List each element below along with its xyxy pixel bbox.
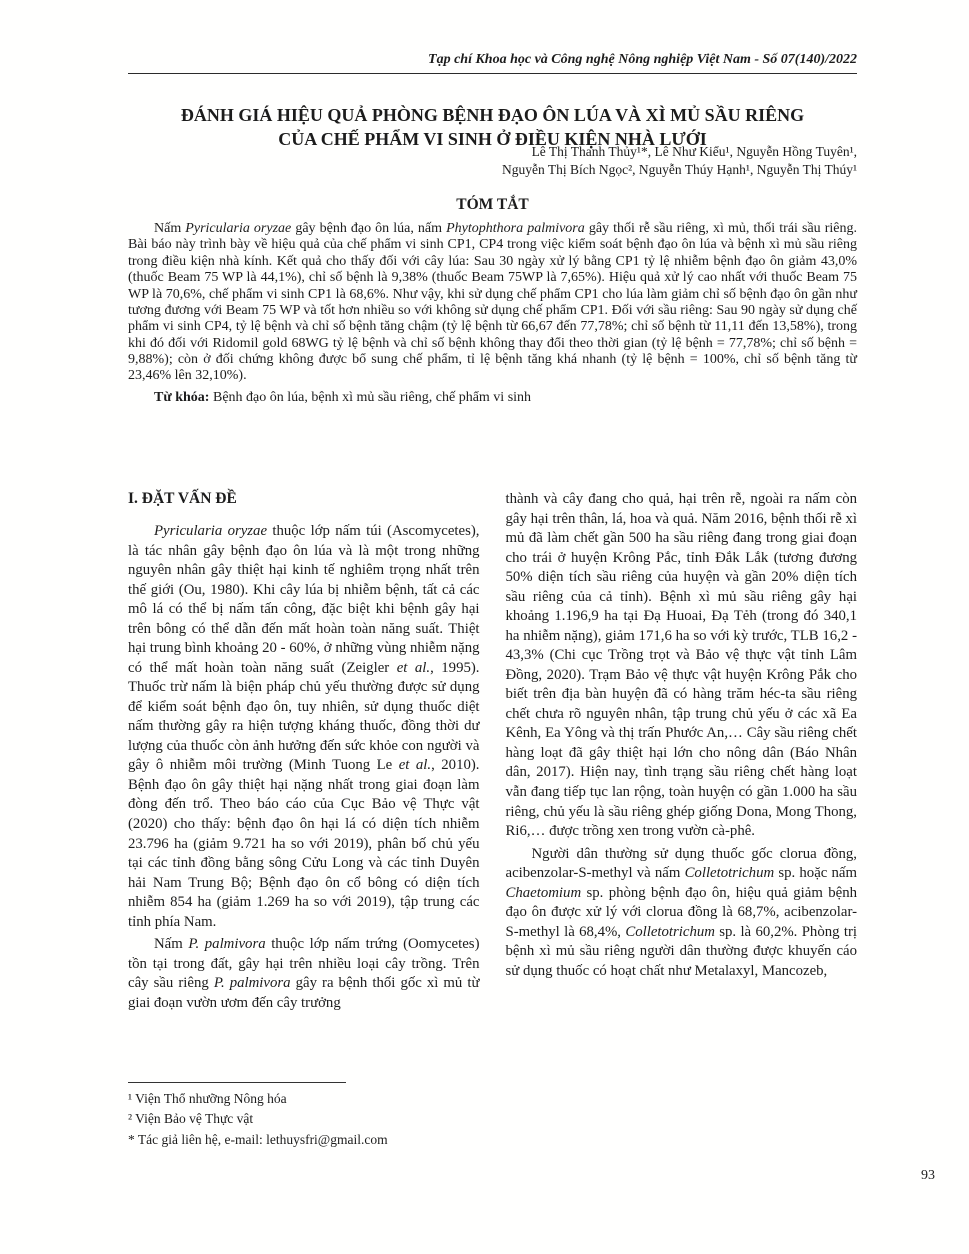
paragraph: Pyricularia oryzae thuộc lớp nấm túi (Ascomycetes), là tác nhân gây bệnh đạo ôn lúa và là một trong những nguyên nhân gây thiệt hại kinh tế nghiêm trọng nhất trên thế giới (Ou, 1980). Khi cây lúa bị nhiễm bệnh, tất cả các mô lá có thể bị nấm tấn công, đặc biệt khi bệnh gây hại trên bông có thể dẫn đến mất hoàn toàn năng suất. Thiệt hại trung bình khoảng 20 - 60%, ở những vùng nhiễm nặng có thể mất hoàn toàn năng suất (Zeigler et al., 1995). Thuốc trừ nấm là biện pháp chủ yếu thường được sử dụng để kiểm soát bệnh đạo ôn, tuy nhiên, sử dụng thuốc diệt nấm thường gây ra hiện tượng kháng thuốc, đồng thời dư lượng của thuốc còn ảnh hưởng đến sức khỏe con người và gây ô nhiễm môi trường (Minh Tuong Le et al., 2010). Bệnh đạo ôn gây thiệt hại nặng nhất trong giai đoạn làm đòng đến trổ. Theo báo cáo của Cục Bảo vệ Thực vật (2020) cho thấy: bệnh đạo ôn hại lá có diện tích nhiễm 23.796 ha (giảm 9.721 ha so với 2019), phân bố chủ yếu tại các tỉnh đồng bằng sông Cửu Long và các tỉnh Duyên hải Nam Trung Bộ; Bệnh đạo ôn cổ bông có diện tích nhiễm 854 ha (giảm 1.269 ha so với 2019), tập trung các tỉnh phía Nam. [128, 523, 480, 930]
keywords-label: Từ khóa: [154, 389, 210, 405]
abstract-paragraph: Nấm Pyricularia oryzae gây bệnh đạo ôn lúa, nấm Phytophthora palmivora gây thối rễ sầu riêng, xì mủ, thối trái sầu riêng. Bài báo này trình bày về hiệu quả của chế phẩm vi sinh CP1, CP4 trong việc kiểm soát bệnh đạo ôn lúa và bệnh xì mủ sầu riêng trong điều kiện nhà kính. Kết quả cho thấy đối với cây lúa: Sau 30 ngày xử lý bằng CP1 tỷ lệ nhiễm bệnh đạo ôn giảm 43,0% (thuốc Beam 75 WP là 44,1%), chỉ số bệnh là 9,38% (thuốc Beam 75WP là 7,65%). Hiệu quả xử lý cao nhất với thuốc Beam 75 WP là 70,6%, chế phẩm vi sinh CP1 là 68,6%. Như vậy, khi sử dụng chế phẩm CP1 cho lúa làm giảm chỉ số bệnh đạo ôn gần như tương đương với Beam 75 WP và tốt hơn nhiều so với không sử dụng chế phẩm CP1. Đối với sầu riêng: Sau 90 ngày sử dụng chế phẩm vi sinh CP4, tỷ lệ bệnh và chỉ số bệnh tăng chậm (tỷ lệ bệnh từ 66,67 đến 77,78%; chỉ số bệnh từ 11,11 đến 13,58%), trong khi đó đối với Ridomil gold 68WG tỷ lệ bệnh và chỉ số bệnh không thay đổi theo thời gian (tỷ lệ bệnh = 77,78%; chỉ số bệnh = 9,88%); còn ở đối chứng không được bổ sung chế phẩm, tỉ lệ bệnh tăng khá nhanh (tỷ lệ bệnh = 100%, chỉ số bệnh tăng từ 23,46% lên 32,10%). [128, 221, 857, 384]
footnote-affiliation-2: ² Viện Bảo vệ Thực vật [128, 1111, 254, 1127]
article-title-line1: ĐÁNH GIÁ HIỆU QUẢ PHÒNG BỆNH ĐẠO ÔN LÚA VÀ XÌ MỦ SẦU RIÊNG [180, 105, 805, 126]
section-1-heading: I. ĐẶT VẤN ĐỀ [128, 490, 237, 507]
footnote-corresponding-author: * Tác giả liên hệ, e-mail: lethuysfri@gmail.com [128, 1131, 388, 1147]
author-list [128, 143, 857, 179]
left-column [128, 490, 480, 1016]
abstract-block [128, 221, 857, 407]
two-column-body [128, 490, 857, 1016]
paragraph-continuation: thành và cây đang cho quả, hại trên rễ, ngoài ra nấm còn gây hại trên thân, lá, hoa và quả. Năm 2016, bệnh thối rễ xì mủ đã làm chết gần 500 ha sầu riêng đang trong giai đoạn cho trái ở huyện Krông Pắc, tỉnh Đắk Lắk (tương đương 50% diện tích sầu riêng của huyện và gần 20% diện tích sầu riêng của cả tỉnh). Bệnh xì mủ sầu riêng gây hại khoảng 1.196,9 ha tại Đạ Huoai, Đạ Tẻh (trong đó 340,1 ha nhiễm nặng), giảm 171,6 ha so với kỳ trước, TLB 16,2 - 43,3% (Chi cục Trồng trọt và Bảo vệ thực vật tỉnh Lâm Đồng, 2020). Trạm Bảo vệ thực vật huyện Krông Pắk cho biết trên địa bàn huyện đã có hàng trăm héc-ta sầu riêng chết chưa rõ nguyên nhân, tập trung chủ yếu ở các xã Ea Kênh, Ea Yông và thị trấn Phước An,… Cây sầu riêng chết hàng loạt đã gây thiệt hại lớn cho nông dân (Báo Nhân dân, 2017). Hiện nay, tình trạng sầu riêng chết hàng loạt vẫn đang tiếp tục lan rộng, toàn huyện có gần 1.000 ha sầu riêng, chủ yếu là sầu riêng ghép giống Dona, Mong Thong, Ri6,… được trồng xen trong vườn cà-phê. [505, 491, 857, 840]
paragraph: Người dân thường sử dụng thuốc gốc clorua đồng, acibenzolar-S-methyl và nấm Colletotrichum sp. hoặc nấm Chaetomium sp. phòng bệnh đạo ôn, hiệu quả giảm bệnh đạo ôn được xử lý với clorua đồng là 68,7%, acibenzolar-S-methyl là 68,4%, Colletotrichum sp. là 60,2%. Phòng trị bệnh xì mủ sầu riêng người dân thường được khuyến cáo sử dụng thuốc có hoạt chất như Metalaxyl, Mancozeb, [505, 845, 857, 979]
running-head [128, 52, 857, 74]
paragraph: Nấm P. palmivora thuộc lớp nấm trứng (Oomycetes) tồn tại trong đất, gây hại trên nhiều loại cây trồng. Trên cây sầu riêng P. palmivora gây ra bệnh thối gốc xì mủ từ giai đoạn vườn ươm đến cây trưởng [128, 936, 480, 1011]
keywords-line [128, 390, 857, 407]
footnote-area [128, 1082, 548, 1150]
authors-line-2: Nguyễn Thị Bích Ngọc², Nguyễn Thúy Hạnh¹, Nguyễn Thị Thúy¹ [502, 162, 857, 178]
keywords-text: Bệnh đạo ôn lúa, bệnh xì mủ sầu riêng, chế phẩm vi sinh [209, 389, 532, 405]
footnote-rule [128, 1082, 346, 1083]
right-column [506, 490, 858, 1016]
authors-line-1: Lê Thị Thanh Thủy¹*, Lê Như Kiểu¹, Nguyễn Hồng Tuyên¹, [531, 144, 857, 159]
footnote-affiliation-1: ¹ Viện Thổ nhưỡng Nông hóa [128, 1091, 287, 1106]
article-title-line2: CỦA CHẾ PHẨM VI SINH Ở ĐIỀU KIỆN NHÀ LƯỚI [278, 128, 707, 149]
page-number: 93 [921, 1168, 935, 1183]
journal-title: Tạp chí Khoa học và Công nghệ Nông nghiệp Việt Nam - Số 07(140)/2022 [428, 52, 857, 67]
abstract-heading: TÓM TẮT [456, 196, 529, 213]
